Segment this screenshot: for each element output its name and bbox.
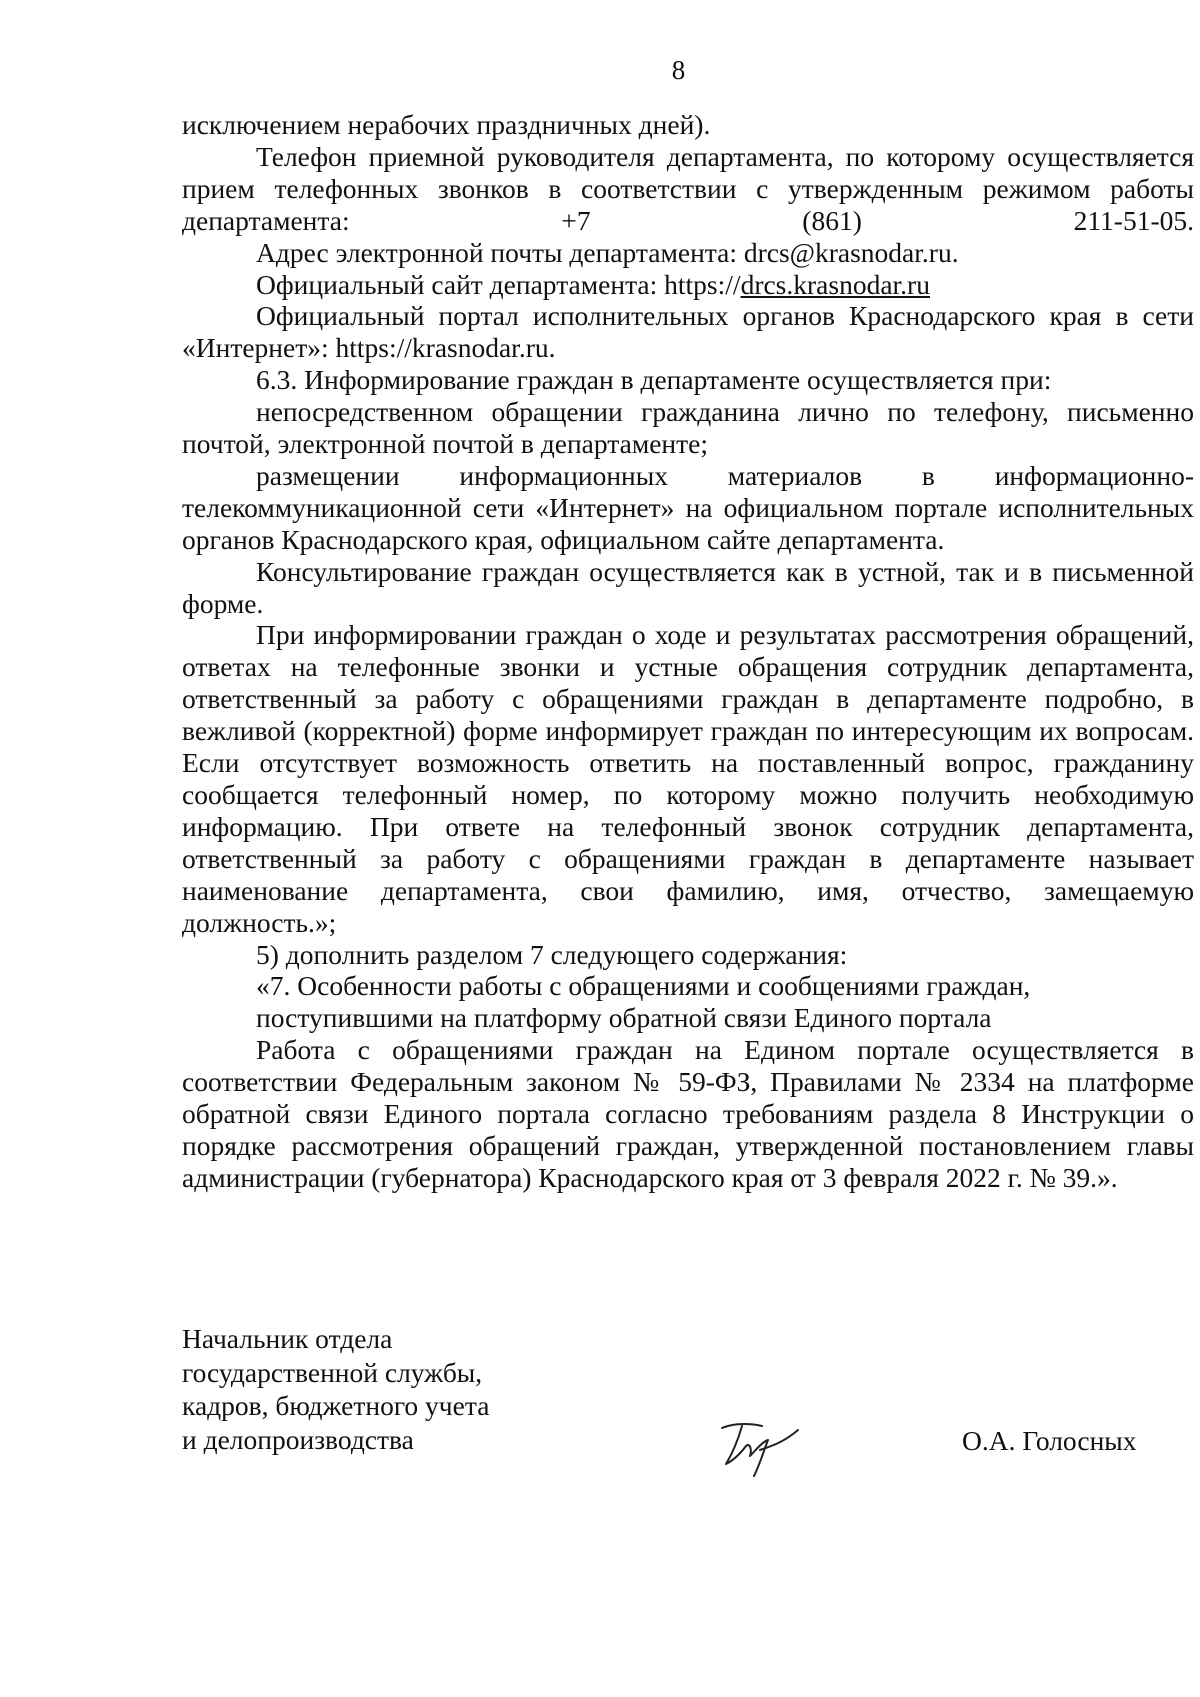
signer-position-line: и делопроизводства: [182, 1423, 414, 1455]
document-body: [182, 109, 1194, 1194]
page-number: 8: [671, 55, 686, 85]
paragraph-consulting: Консультирование граждан осуществляется как в устной, так и в письменной форме.: [182, 555, 1194, 619]
signer-position-line: Начальник отдела: [182, 1323, 393, 1354]
paragraph-direct-request: непосредственном обращении гражданина лично по телефону, письменно почтой, электронной почтой в департаменте;: [182, 396, 1194, 460]
paragraph-phone: Телефон приемной руководителя департамента, по которому осуществляется прием телефонных звонков в соответствии с утвержденным режимом работы департамента: +7 (861) 211-51-05.: [182, 140, 1194, 236]
section-7-title-line-2: поступившими на платформу обратной связи Единого портала: [256, 1002, 992, 1034]
signer-position-line: государственной службы,: [182, 1356, 483, 1388]
signer-position-line: кадров, бюджетного учета: [182, 1390, 490, 1421]
paragraph-website: [182, 269, 1194, 301]
paragraph-placement: размещении информационных материалов в информационно-телекоммуникационной сети «Интернет» на официальном портале исполнительных органов Краснодарского края, официальном сайте департамента.: [182, 459, 1194, 555]
paragraph-section-7-body: Работа с обращениями граждан на Едином портале осуществляется в соответствии Федеральным законом № 59-ФЗ, Правилами № 2334 на платформе обратной связи Единого портала согласно требованиям раздела 8 Инструкции о порядке рассмотрения обращений граждан, утвержденной постановлением главы администрации (губернатора) Краснодарского края от 3 февраля 2022 г. № 39.».: [182, 1034, 1194, 1193]
paragraph-email: Адрес электронной почты департамента: drcs@krasnodar.ru.: [256, 236, 959, 268]
website-text: Официальный сайт департамента: https://drcs.krasnodar.ru: [256, 268, 930, 300]
paragraph-section-6-3: 6.3. Информирование граждан в департаменте осуществляется при:: [256, 364, 1052, 396]
paragraph-amendment-5: 5) дополнить разделом 7 следующего содержания:: [256, 938, 848, 970]
paragraph-continuation: исключением нерабочих праздничных дней).: [182, 109, 711, 140]
handwritten-signature: [716, 1420, 804, 1480]
paragraph-informing: При информировании граждан о ходе и результатах рассмотрения обращений, ответах на телефонные звонки и устные обращения сотрудник департамента, ответственный за работу с обращениями граждан в департаменте подробно, в вежливой (корректной) форме информирует граждан по интересующим их вопросам. Если отсутствует возможность ответить на поставленный вопрос, гражданину сообщается телефонный номер, по которому можно получить необходимую информацию. При ответе на телефонный звонок сотрудник департамента, ответственный за работу с обращениями граждан в департаменте называет наименование департамента, свои фамилию, имя, отчество, замещаемую должность.»;: [182, 619, 1194, 938]
section-7-title-line-1: «7. Особенности работы с обращениями и сообщениями граждан,: [256, 970, 1031, 1002]
signer-name: О.А. Голосных: [962, 1425, 1137, 1456]
paragraph-portal: Официальный портал исполнительных органов Краснодарского края в сети «Интернет»: https://krasnodar.ru.: [182, 300, 1194, 364]
